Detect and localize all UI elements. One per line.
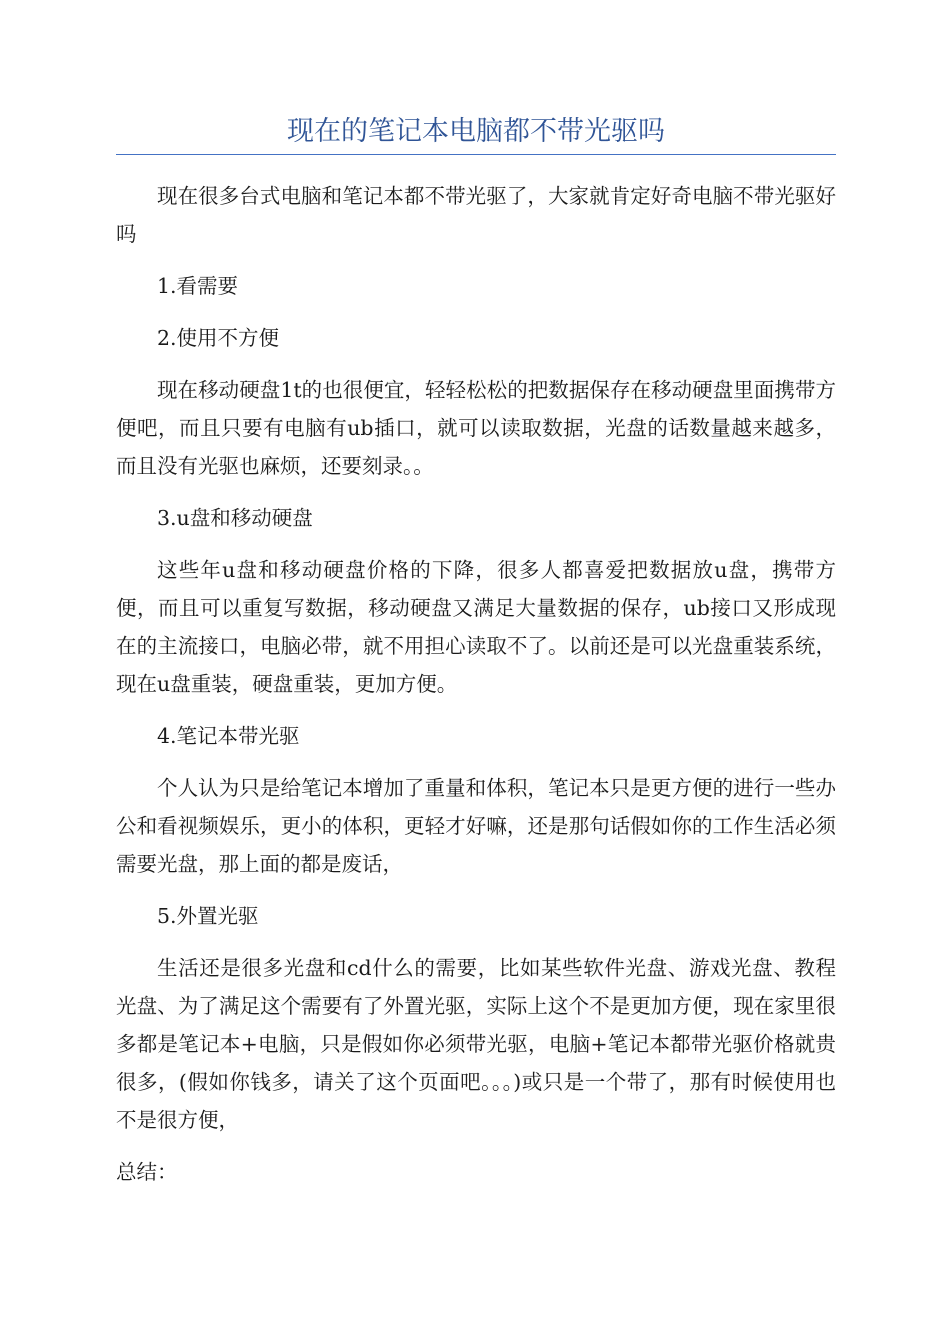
paragraph-portable-drive: 现在移动硬盘1t的也很便宜，轻轻松松的把数据保存在移动硬盘里面携带方便吧，而且只要有电脑有ub插口，就可以读取数据，光盘的话数量越来越多，而且没有光驱也麻烦，还要刻录。。 <box>116 378 836 478</box>
document-title: 现在的笔记本电脑都不带光驱吗 <box>287 116 665 147</box>
paragraph-laptop-drive: 个人认为只是给笔记本增加了重量和体积，笔记本只是更方便的进行一些办公和看视频娱乐，更小的体积，更轻才好嘛，还是那句话假如你的工作生活必须需要光盘，那上面的都是废话， <box>116 776 836 876</box>
heading-1: 1.看需要 <box>157 274 239 298</box>
document-body <box>116 177 836 1191</box>
heading-3: 3.u盘和移动硬盘 <box>157 506 313 530</box>
summary-heading: 总结： <box>116 1160 178 1184</box>
paragraph-external-drive: 生活还是很多光盘和cd什么的需要，比如某些软件光盘、游戏光盘、教程光盘、为了满足这个需要有了外置光驱，实际上这个不是更加方便，现在家里很多都是笔记本+电脑，只是假如你必须带光驱，电脑+笔记本都带光驱价格就贵很多，(假如你钱多，请关了这个页面吧。。。)或只是一个带了，那有时候使用也不是很方便， <box>116 956 836 1132</box>
heading-5: 5.外置光驱 <box>157 904 259 928</box>
heading-4: 4.笔记本带光驱 <box>157 724 300 748</box>
intro-paragraph: 现在很多台式电脑和笔记本都不带光驱了，大家就肯定好奇电脑不带光驱好吗 <box>116 184 836 246</box>
title-underline <box>116 154 836 155</box>
paragraph-usb-drive: 这些年u盘和移动硬盘价格的下降，很多人都喜爱把数据放u盘，携带方便，而且可以重复写数据，移动硬盘又满足大量数据的保存，ub接口又形成现在的主流接口，电脑必带，就不用担心读取不了。以前还是可以光盘重装系统，现在u盘重装，硬盘重装，更加方便。 <box>116 558 836 696</box>
document-page <box>116 112 836 1205</box>
heading-2: 2.使用不方便 <box>157 326 280 350</box>
